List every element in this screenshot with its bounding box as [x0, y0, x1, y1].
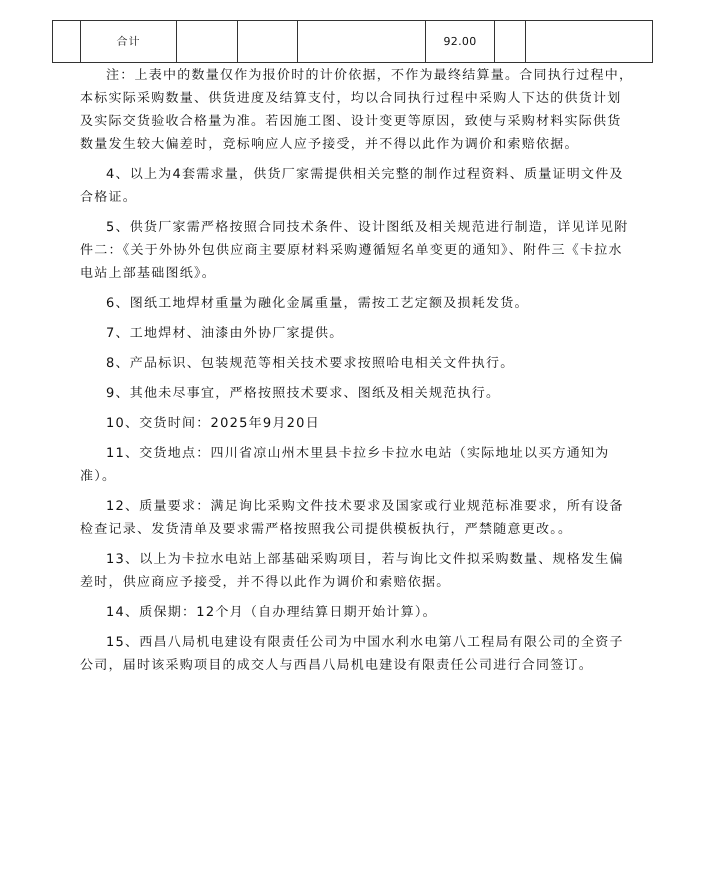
summary-row [53, 21, 653, 63]
summary-amount: 92.00 [443, 35, 477, 48]
note-paragraph: 4、以上为4套需求量，供货厂家需提供相关完整的制作过程资料、质量证明文件及合格证。 [80, 167, 624, 205]
summary-table [52, 20, 653, 63]
summary-amount-cell [426, 21, 495, 63]
summary-empty-cell [53, 21, 81, 63]
note-paragraph: 14、质保期：12个月（自办理结算日期开始计算）。 [106, 605, 437, 620]
note-paragraph: 5、供货厂家需严格按照合同技术条件、设计图纸及相关规范进行制造，详见详见附件二：《关于外协外包供应商主要原材料采购遵循短名单变更的通知》、附件三《卡拉水电站上部基础图纸》。 [80, 220, 629, 281]
summary-empty-cell [238, 21, 298, 63]
note-paragraph: 12、质量要求：满足询比采购文件技术要求及国家或行业规范标准要求，所有设备检查记录、发货清单及要求需严格按照我公司提供模板执行，严禁随意更改。。 [80, 499, 624, 537]
note-paragraph: 8、产品标识、包装规范等相关技术要求按照哈电相关文件执行。 [106, 356, 515, 371]
note-paragraph: 11、交货地点：四川省凉山州木里县卡拉乡卡拉水电站（实际地址以买方通知为准）。 [80, 446, 610, 484]
note-paragraph: 10、交货时间：2025年9月20日 [106, 416, 320, 431]
summary-label: 合计 [116, 35, 141, 48]
note-paragraph: 注：上表中的数量仅作为报价时的计价依据，不作为最终结算量。合同执行过程中，本标实际采购数量、供货进度及结算支付，均以合同执行过程中采购人下达的供货计划及实际交货验收合格量为准。若因施工图、设计变更等原因，致使与采购材料实际供货数量发生较大偏差时，竞标响应人应予接受，并不得以此作为调价和索赔依据。 [80, 68, 634, 152]
note-paragraph: 9、其他未尽事宜，严格按照技术要求、图纸及相关规范执行。 [106, 386, 501, 401]
notes-content [80, 64, 635, 677]
summary-label-cell [81, 21, 177, 63]
summary-empty-cell [298, 21, 426, 63]
note-paragraph: 7、工地焊材、油漆由外协厂家提供。 [106, 326, 344, 341]
note-paragraph: 13、以上为卡拉水电站上部基础采购项目，若与询比文件拟采购数量、规格发生偏差时，供应商应予接受，并不得以此作为调价和索赔依据。 [80, 552, 624, 590]
summary-empty-cell [526, 21, 653, 63]
summary-empty-cell [177, 21, 238, 63]
note-paragraph: 6、图纸工地焊材重量为融化金属重量，需按工艺定额及损耗发货。 [106, 296, 529, 311]
note-paragraph: 15、西昌八局机电建设有限责任公司为中国水利水电第八工程局有限公司的全资子公司，届时该采购项目的成交人与西昌八局机电建设有限责任公司进行合同签订。 [80, 635, 624, 673]
summary-empty-cell [495, 21, 526, 63]
